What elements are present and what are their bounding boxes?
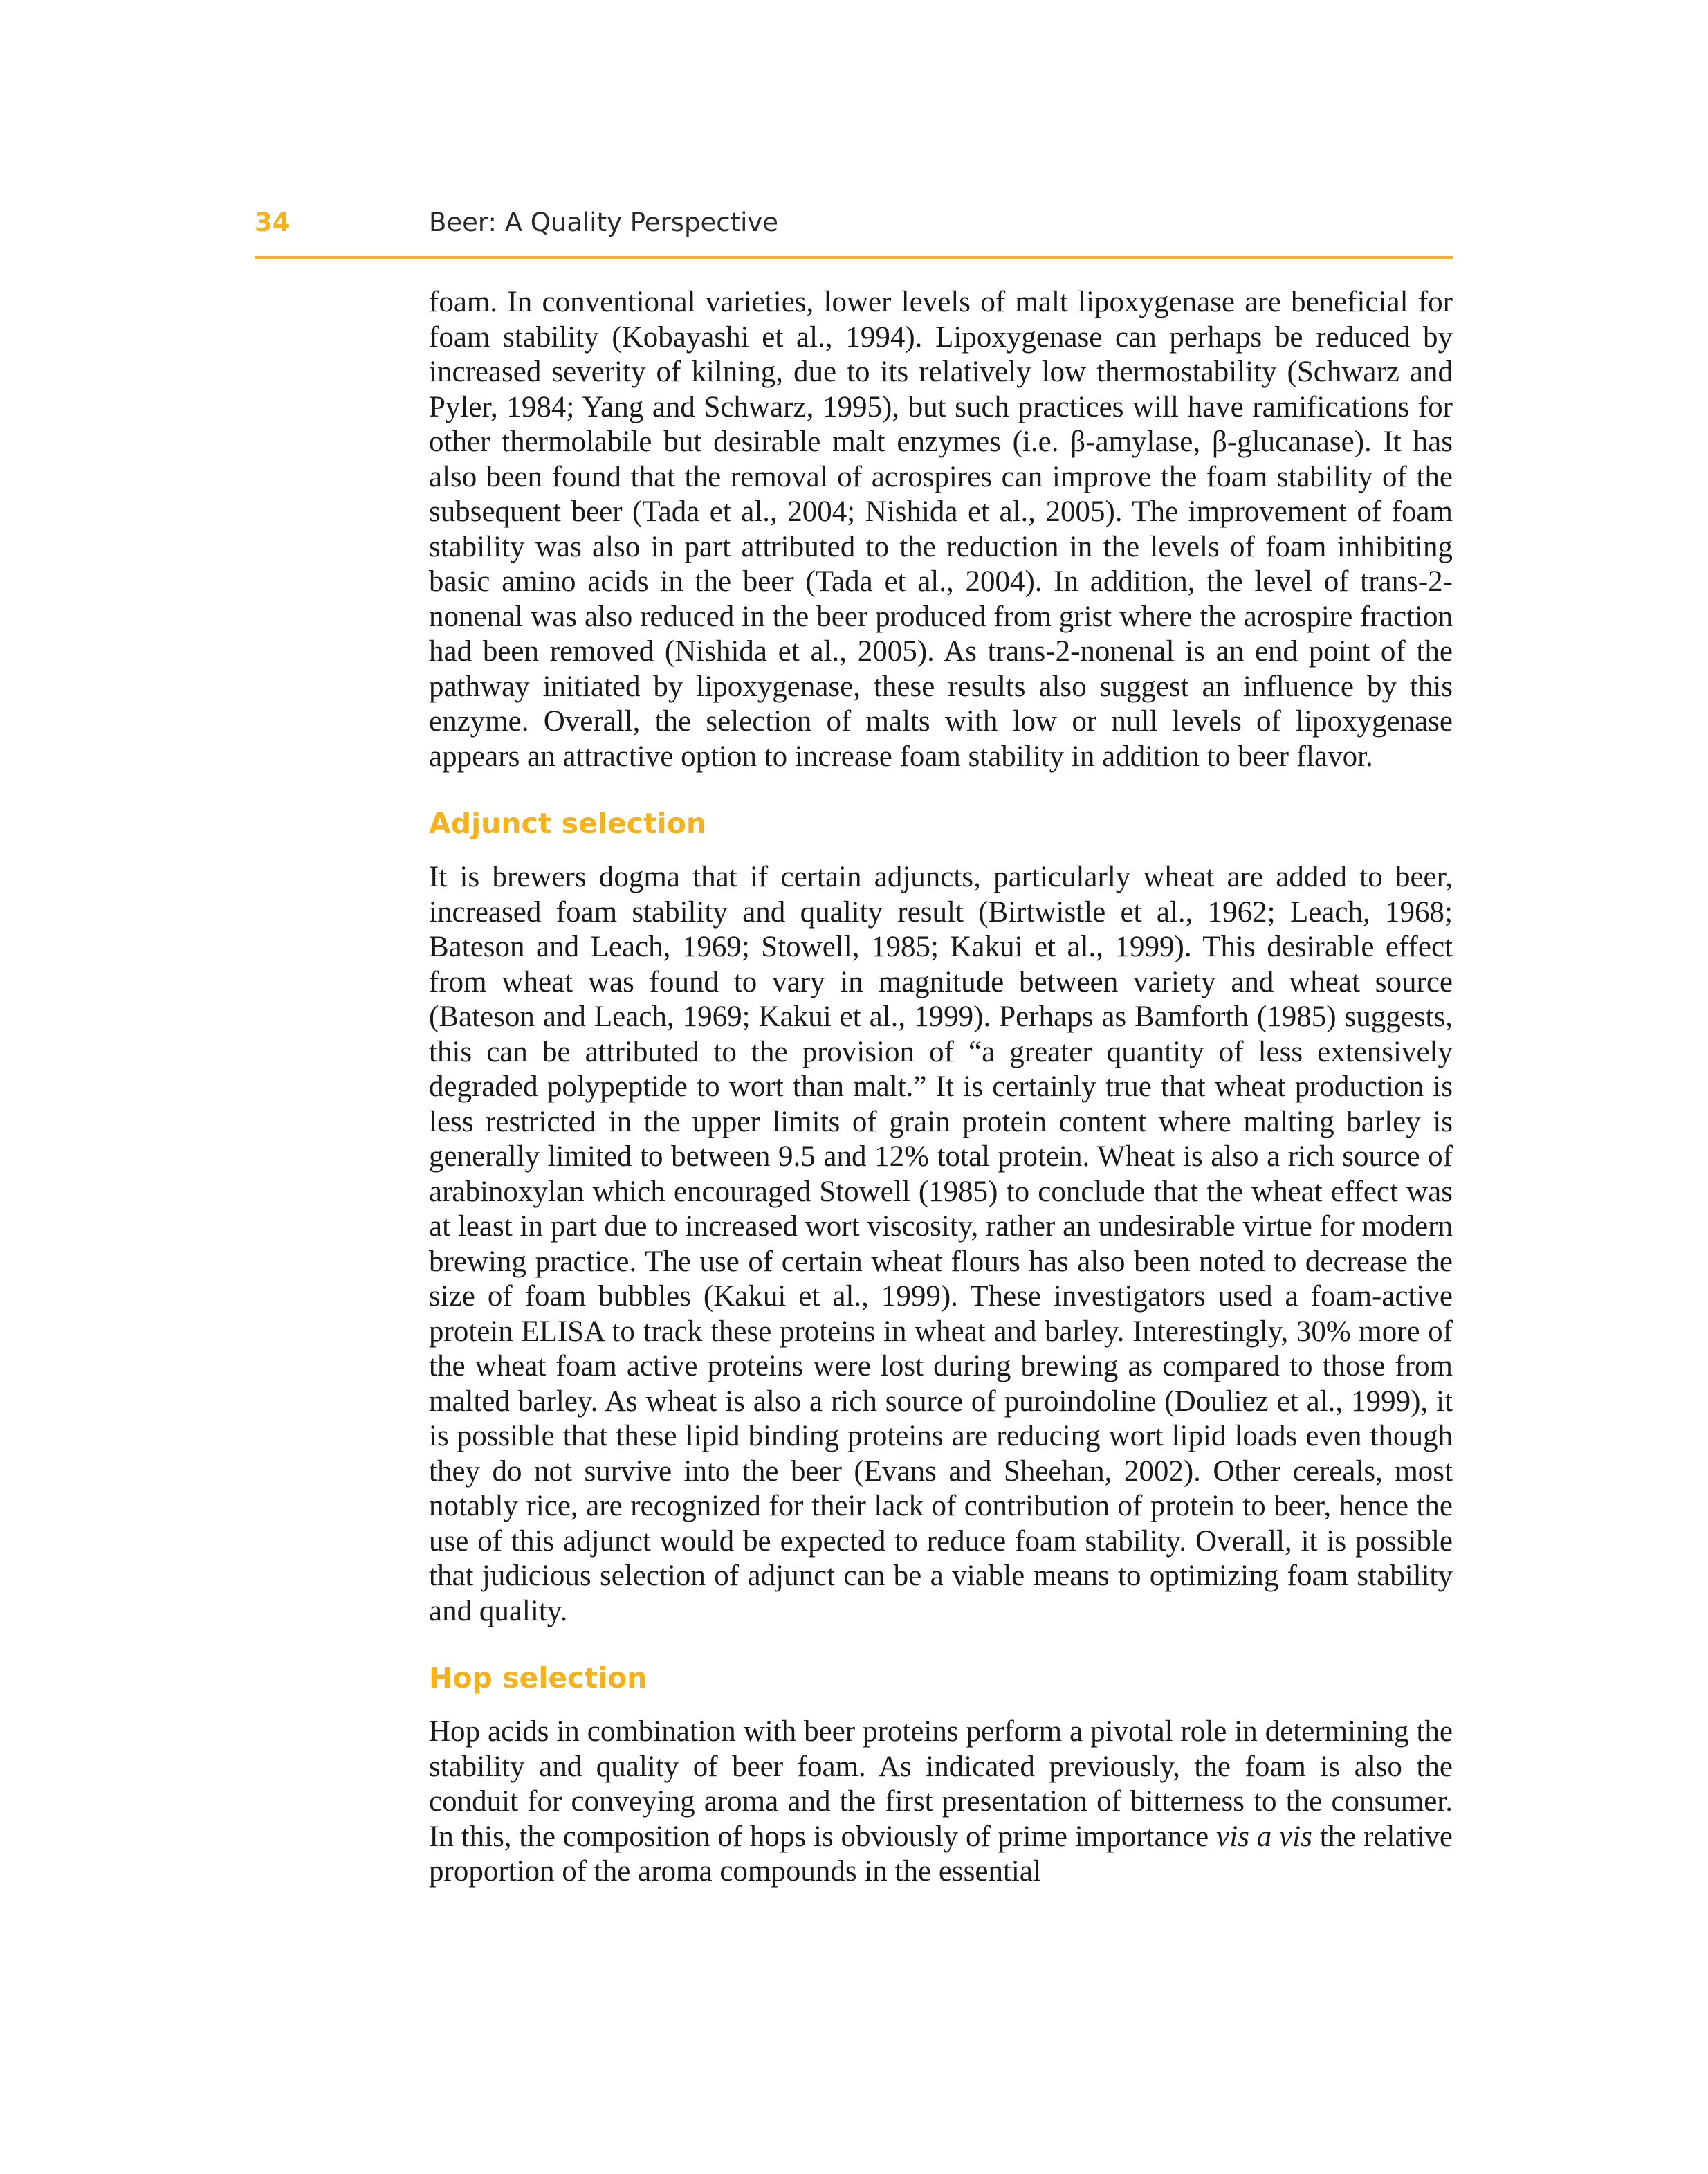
section-heading-hop-selection: Hop selection <box>429 1661 648 1695</box>
main-content <box>429 285 1453 1890</box>
page-number: 34 <box>255 208 291 237</box>
paragraph-hop-selection <box>429 1715 1453 1890</box>
paragraph-lipoxygenase: foam. In conventional varieties, lower levels of malt lipoxygenase are beneficial for foam stability (Kobayashi et al., 1994). Lipoxygenase can perhaps be reduced by increased severity of kilning, due to its relatively low thermostability (Schwarz and Pyler, 1984; Yang and Schwarz, 1995), but such practices will have ramifications for other thermolabile but desirable malt enzymes (i.e. β-amylase, β-glucanase). It has also been found that the removal of acrospires can improve the foam stability of the subsequent beer (Tada et al., 2004; Nishida et al., 2005). The improvement of foam stability was also in part attributed to the reduction in the levels of foam inhibiting basic amino acids in the beer (Tada et al., 2004). In addition, the level of trans-2-nonenal was also reduced in the beer produced from grist where the acrospire fraction had been removed (Nishida et al., 2005). As trans-2-nonenal is an end point of the pathway initiated by lipoxygenase, these results also suggest an influence by this enzyme. Overall, the selection of malts with low or null levels of lipoxygenase appears an attractive option to increase foam stability in addition to beer flavor. <box>429 286 1453 773</box>
hop-text-end: the relative proportion of the aroma compounds in the essential <box>429 1820 1453 1888</box>
running-title: Beer: A Quality Perspective <box>429 208 779 237</box>
hop-text-italic: vis a vis <box>1216 1820 1312 1853</box>
page-header <box>255 205 1453 259</box>
paragraph-adjunct-selection: It is brewers dogma that if certain adjuncts, particularly wheat are added to beer, increased foam stability and quality result (Birtwistle et al., 1962; Leach, 1968; Bateson and Leach, 1969; Stowell, 1985; Kakui et al., 1999). This desirable effect from wheat was found to vary in magnitude between variety and wheat source (Bateson and Leach, 1969; Kakui et al., 1999). Perhaps as Bamforth (1985) suggests, this can be attributed to the provision of “a greater quantity of less extensively degraded polypeptide to wort than malt.” It is certainly true that wheat production is less restricted in the upper limits of grain protein content where malting barley is generally limited to between 9.5 and 12% total protein. Wheat is also a rich source of arabinoxylan which encouraged Stowell (1985) to conclude that the wheat effect was at least in part due to increased wort viscosity, rather an undesirable virtue for modern brewing practice. The use of certain wheat flours has also been noted to decrease the size of foam bubbles (Kakui et al., 1999). These investigators used a foam-active protein ELISA to track these proteins in wheat and barley. Interestingly, 30% more of the wheat foam active proteins were lost during brewing as compared to those from malted barley. As wheat is also a rich source of puroindoline (Douliez et al., 1999), it is possible that these lipid binding proteins are reducing wort lipid loads even though they do not survive into the beer (Evans and Sheehan, 2002). Other cereals, most notably rice, are recognized for their lack of contribution of protein to beer, hence the use of this adjunct would be expected to reduce foam stability. Overall, it is possible that judicious selection of adjunct can be a viable means to optimizing foam stability and quality. <box>429 861 1453 1627</box>
section-heading-adjunct-selection: Adjunct selection <box>429 807 707 840</box>
hop-text-start: Hop acids in combination with beer proteins perform a pivotal role in determining the stability and quality of beer foam. As indicated previously, the foam is also the conduit for conveying aroma and the first presentation of bitterness to the consumer. In this, the composition of hops is obviously of prime importance <box>429 1715 1453 1853</box>
